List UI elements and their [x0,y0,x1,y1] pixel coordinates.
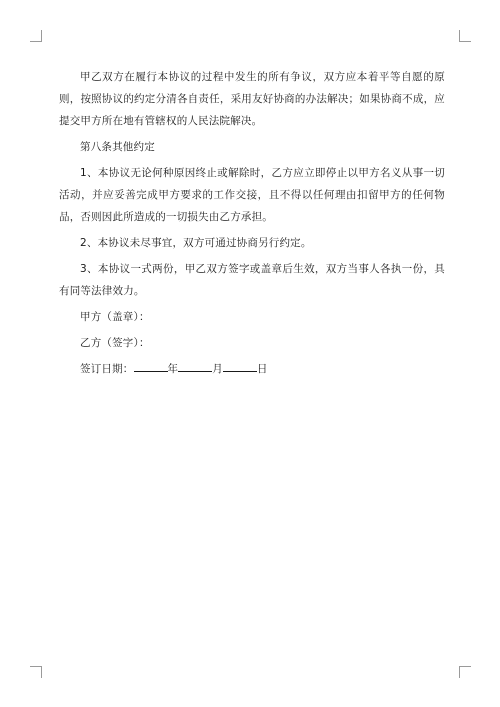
dispute-paragraph: 甲乙双方在履行本协议的过程中发生的所有争议，双方应本着平等自愿的原则，按照协议的约定分清各自责任，采用友好协商的办法解决；如果协商不成，应提交甲方所在地有管辖权的人民法院解决。 [59,71,445,127]
day-blank [223,358,257,372]
document-body [59,66,445,384]
crop-mark-top-right [459,30,471,42]
clause-1: 1、本协议无论何种原因终止或解除时，乙方应立即停止以甲方名义从事一切活动，并应妥善完成甲方要求的工作交接，且不得以任何理由扣留甲方的任何物品，否则因此所造成的一切损失由乙方承担。 [59,167,445,223]
date-label: 签订日期： [80,363,134,375]
month-label: 月 [212,363,223,375]
crop-mark-bottom-left [30,666,42,678]
party-a-seal-line: 甲方（盖章）： [80,311,150,323]
article-8-heading: 第八条其他约定 [80,141,155,153]
crop-mark-bottom-right [459,666,471,678]
year-blank [134,358,168,372]
clause-3: 3、本协议一式两份，甲乙双方签字或盖章后生效，双方当事人各执一份，具有同等法律效力。 [59,263,445,297]
day-label: 日 [256,363,268,375]
signing-date-line [59,358,445,380]
year-label: 年 [167,363,179,375]
party-b-signature-line: 乙方（签字）： [80,337,150,349]
clause-2: 2、本协议未尽事宜，双方可通过协商另行约定。 [80,237,312,249]
crop-mark-top-left [30,30,42,42]
month-blank [178,358,212,372]
